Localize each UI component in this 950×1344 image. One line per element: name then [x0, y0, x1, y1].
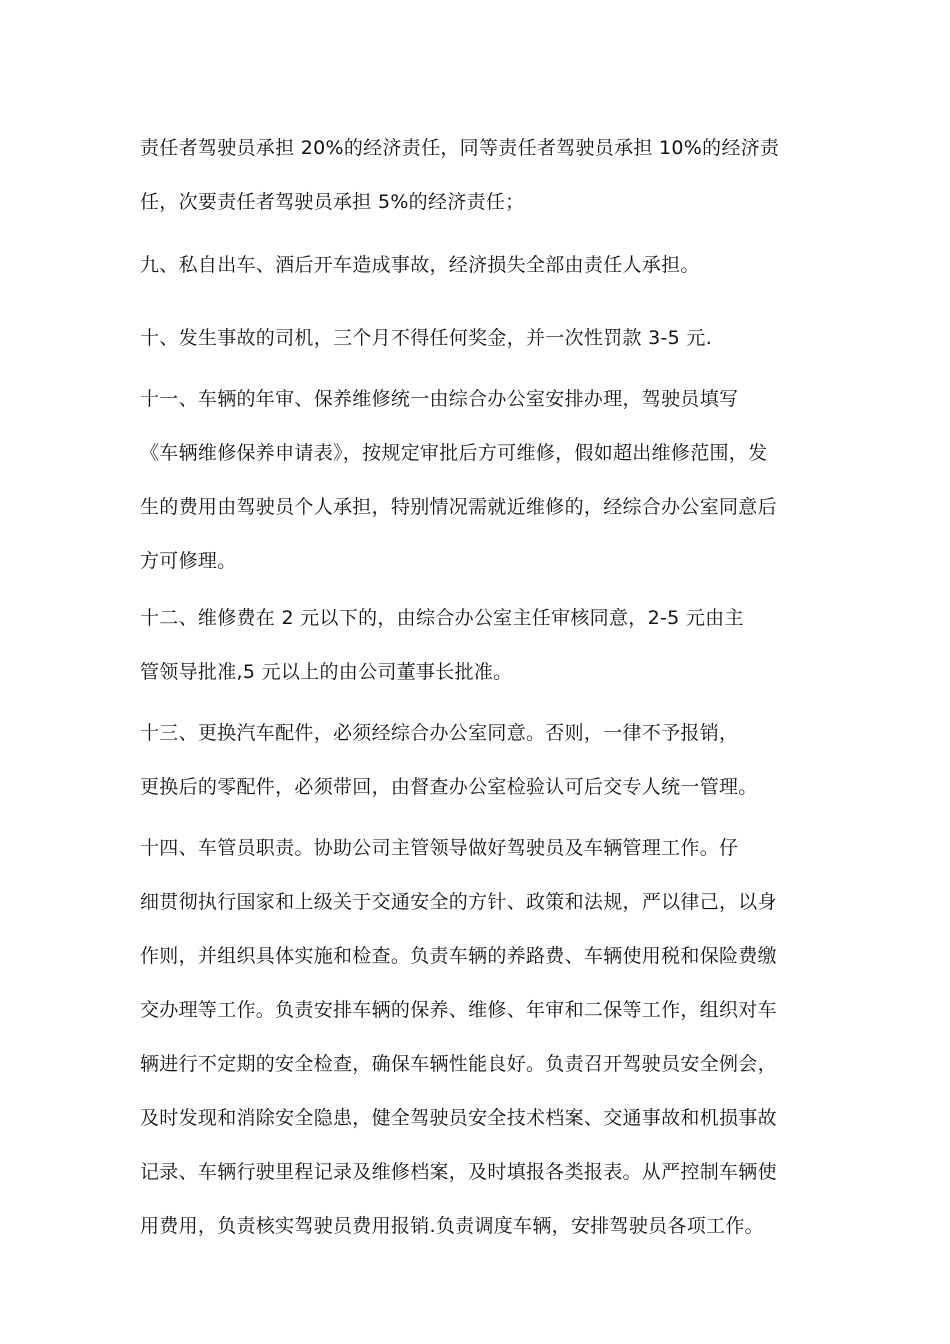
paragraph-continued — [140, 121, 820, 229]
text-line: 及时发现和消除安全隐患，健全驾驶员安全技术档案、交通事故和机损事故 — [140, 1107, 777, 1129]
text-line: 辆进行不定期的安全检查，确保车辆性能良好。负责召开驾驶员安全例会， — [140, 1053, 777, 1075]
text-line: 责任者驾驶员承担 20%的经济责任，同等责任者驾驶员承担 10%的经济责 — [140, 137, 780, 159]
text-line: 更换后的零配件，必须带回，由督查办公室检验认可后交专人统一管理。 — [140, 776, 758, 798]
text-line: 作则，并组织具体实施和检查。负责车辆的养路费、车辆使用税和保险费缴 — [140, 945, 777, 967]
text-line: 生的费用由驾驶员个人承担，特别情况需就近维修的，经综合办公室同意后 — [140, 496, 777, 518]
paragraph-13 — [140, 706, 820, 814]
paragraph-11 — [140, 372, 820, 588]
text-line: 任，次要责任者驾驶员承担 5%的经济责任； — [140, 191, 525, 213]
text-line: 九、私自出车、酒后开车造成事故，经济损失全部由责任人承担。 — [140, 254, 700, 276]
text-line: 十二、维修费在 2 元以下的，由综合办公室主任审核同意，2-5 元由主 — [140, 607, 744, 629]
paragraph-14 — [140, 821, 820, 1253]
text-line: 用费用，负责核实驾驶员费用报销.负责调度车辆，安排驾驶员各项工作。 — [140, 1215, 764, 1237]
text-line: 十四、车管员职责。协助公司主管领导做好驾驶员及车辆管理工作。仔 — [140, 837, 739, 859]
paragraph-9 — [140, 238, 820, 292]
text-line: 记录、车辆行驶里程记录及维修档案，及时填报各类报表。从严控制车辆使 — [140, 1161, 777, 1183]
text-line: 方可修理。 — [140, 550, 237, 572]
text-line: 十一、车辆的年审、保养维修统一由综合办公室安排办理，驾驶员填写 — [140, 388, 739, 410]
paragraph-12 — [140, 591, 820, 699]
text-line: 交办理等工作。负责安排车辆的保养、维修、年审和二保等工作，组织对车 — [140, 999, 777, 1021]
text-line: 十、发生事故的司机，三个月不得任何奖金，并一次性罚款 3-5 元. — [140, 327, 713, 349]
text-line: 管领导批准,5 元以上的由公司董事长批准。 — [140, 661, 513, 683]
text-line: 细贯彻执行国家和上级关于交通安全的方针、政策和法规，严以律己，以身 — [140, 891, 777, 913]
paragraph-10 — [140, 311, 820, 365]
text-line: 《车辆维修保养申请表》，按规定审批后方可维修，假如超出维修范围，发 — [140, 442, 768, 464]
text-line: 十三、更换汽车配件，必须经综合办公室同意。否则，一律不予报销， — [140, 722, 739, 744]
